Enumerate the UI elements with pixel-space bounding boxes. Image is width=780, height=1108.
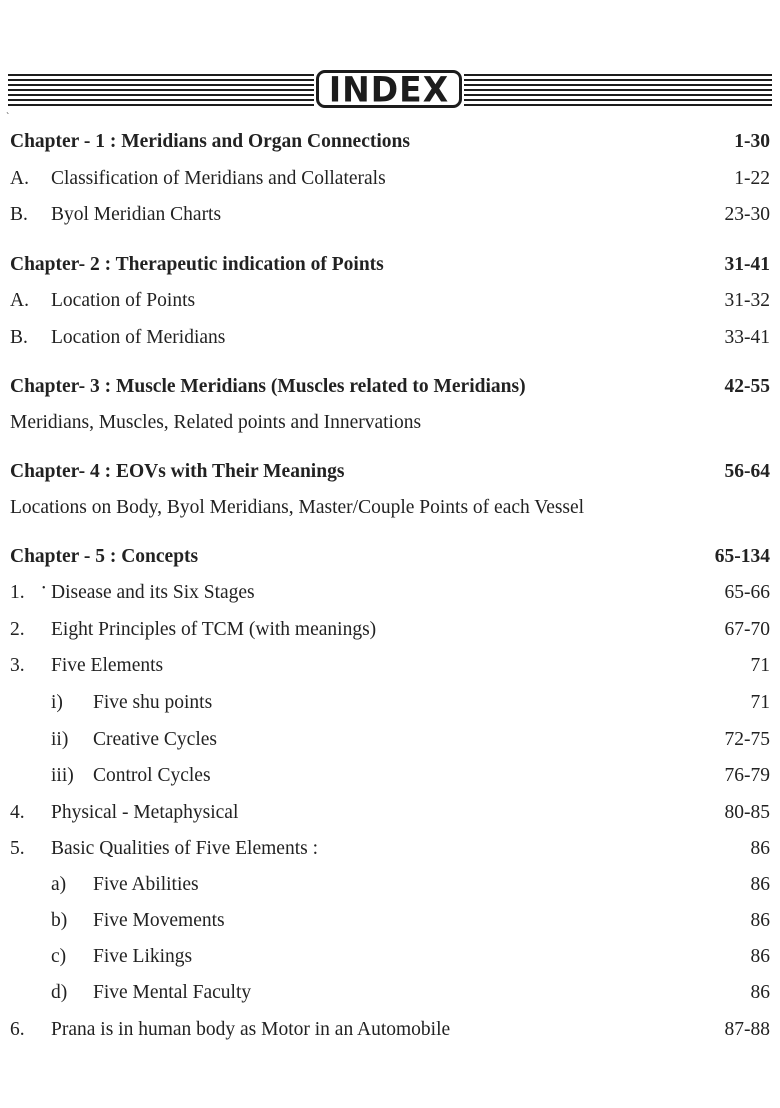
chapter-5-row	[0, 542, 780, 572]
entry-title: Location of Points	[51, 290, 196, 311]
index-entry	[0, 286, 780, 316]
page-range: 1-30	[734, 131, 770, 152]
entry-title: Five Movements	[93, 910, 225, 931]
entry-marker: 3.	[10, 655, 25, 676]
page-range: 42-55	[724, 376, 770, 397]
chapter-3-row	[0, 372, 780, 402]
chapter-title: Chapter- 4 : EOVs with Their Meanings	[10, 461, 345, 482]
index-subentry	[0, 761, 780, 791]
entry-title: Five Abilities	[93, 874, 199, 895]
page-range: 86	[750, 982, 770, 1003]
index-entry	[0, 834, 780, 864]
entry-title: Byol Meridian Charts	[51, 204, 222, 225]
page-range: 31-41	[724, 254, 770, 275]
entry-title: Control Cycles	[93, 765, 211, 786]
index-entry	[0, 200, 780, 230]
page-range: 86	[750, 946, 770, 967]
chapter-title: Chapter- 3 : Muscle Meridians (Muscles related to Meridians)	[10, 376, 526, 397]
index-subentry	[0, 906, 780, 936]
page-range: 65-134	[714, 546, 770, 567]
entry-marker: i)	[51, 692, 63, 713]
page-range: 33-41	[724, 327, 770, 348]
index-entry	[0, 578, 780, 608]
entry-marker: 5.	[10, 838, 25, 859]
page-range: 87-88	[724, 1019, 770, 1040]
chapter-title: Chapter - 5 : Concepts	[10, 546, 199, 567]
index-entry	[0, 651, 780, 681]
left-decorative-rules	[8, 74, 314, 107]
stray-dot: •	[42, 583, 46, 594]
entry-title: Five Mental Faculty	[93, 982, 252, 1003]
right-decorative-rules	[464, 74, 772, 107]
page-range: 86	[750, 910, 770, 931]
index-entry	[0, 1015, 780, 1045]
index-title: INDEX	[328, 68, 450, 110]
entry-title: Five shu points	[93, 692, 213, 713]
entry-title: Creative Cycles	[93, 729, 217, 750]
page-range: 1-22	[734, 168, 770, 189]
index-subentry	[0, 942, 780, 972]
entry-marker: A.	[10, 290, 29, 311]
index-subentry	[0, 978, 780, 1008]
index-title-box	[316, 70, 462, 108]
entry-marker: iii)	[51, 765, 74, 786]
page-range: 71	[750, 655, 770, 676]
page-range: 56-64	[724, 461, 770, 482]
entry-title: Classification of Meridians and Collaterals	[51, 168, 386, 189]
index-subentry	[0, 870, 780, 900]
entry-marker: B.	[10, 204, 28, 225]
chapter-title: Chapter- 2 : Therapeutic indication of Points	[10, 254, 384, 275]
entry-title: Physical - Metaphysical	[51, 802, 239, 823]
description-text: Meridians, Muscles, Related points and Innervations	[10, 412, 422, 433]
chapter-description	[0, 408, 780, 438]
entry-title: Disease and its Six Stages	[51, 582, 255, 603]
index-subentry	[0, 725, 780, 755]
entry-title: Eight Principles of TCM (with meanings)	[51, 619, 377, 640]
index-subentry	[0, 688, 780, 718]
chapter-1-row	[0, 127, 780, 157]
entry-title: Prana is in human body as Motor in an Automobile	[51, 1019, 451, 1040]
page-range: 86	[750, 838, 770, 859]
page-range: 31-32	[724, 290, 770, 311]
description-text: Locations on Body, Byol Meridians, Master/Couple Points of each Vessel	[10, 497, 585, 518]
entry-marker: b)	[51, 910, 68, 931]
page-range: 76-79	[724, 765, 770, 786]
entry-marker: 2.	[10, 619, 25, 640]
page-range: 71	[750, 692, 770, 713]
stray-mark: `	[6, 112, 10, 123]
index-entry	[0, 615, 780, 645]
entry-title: Five Likings	[93, 946, 193, 967]
chapter-4-row	[0, 457, 780, 487]
entry-marker: B.	[10, 327, 28, 348]
chapter-description	[0, 493, 780, 523]
entry-marker: d)	[51, 982, 68, 1003]
entry-marker: 1.	[10, 582, 25, 603]
chapter-title: Chapter - 1 : Meridians and Organ Connections	[10, 131, 410, 152]
page-range: 86	[750, 874, 770, 895]
index-entry	[0, 798, 780, 828]
index-entry	[0, 164, 780, 194]
page-range: 80-85	[724, 802, 770, 823]
chapter-2-row	[0, 250, 780, 280]
entry-title: Location of Meridians	[51, 327, 226, 348]
entry-marker: A.	[10, 168, 29, 189]
entry-marker: 6.	[10, 1019, 25, 1040]
entry-title: Basic Qualities of Five Elements :	[51, 838, 318, 859]
entry-marker: ii)	[51, 729, 69, 750]
page-range: 23-30	[724, 204, 770, 225]
entry-title: Five Elements	[51, 655, 164, 676]
entry-marker: 4.	[10, 802, 25, 823]
page-range: 72-75	[724, 729, 770, 750]
entry-marker: a)	[51, 874, 67, 895]
entry-marker: c)	[51, 946, 67, 967]
index-entry	[0, 323, 780, 353]
page-range: 65-66	[724, 582, 770, 603]
index-header	[8, 70, 772, 110]
page-range: 67-70	[724, 619, 770, 640]
